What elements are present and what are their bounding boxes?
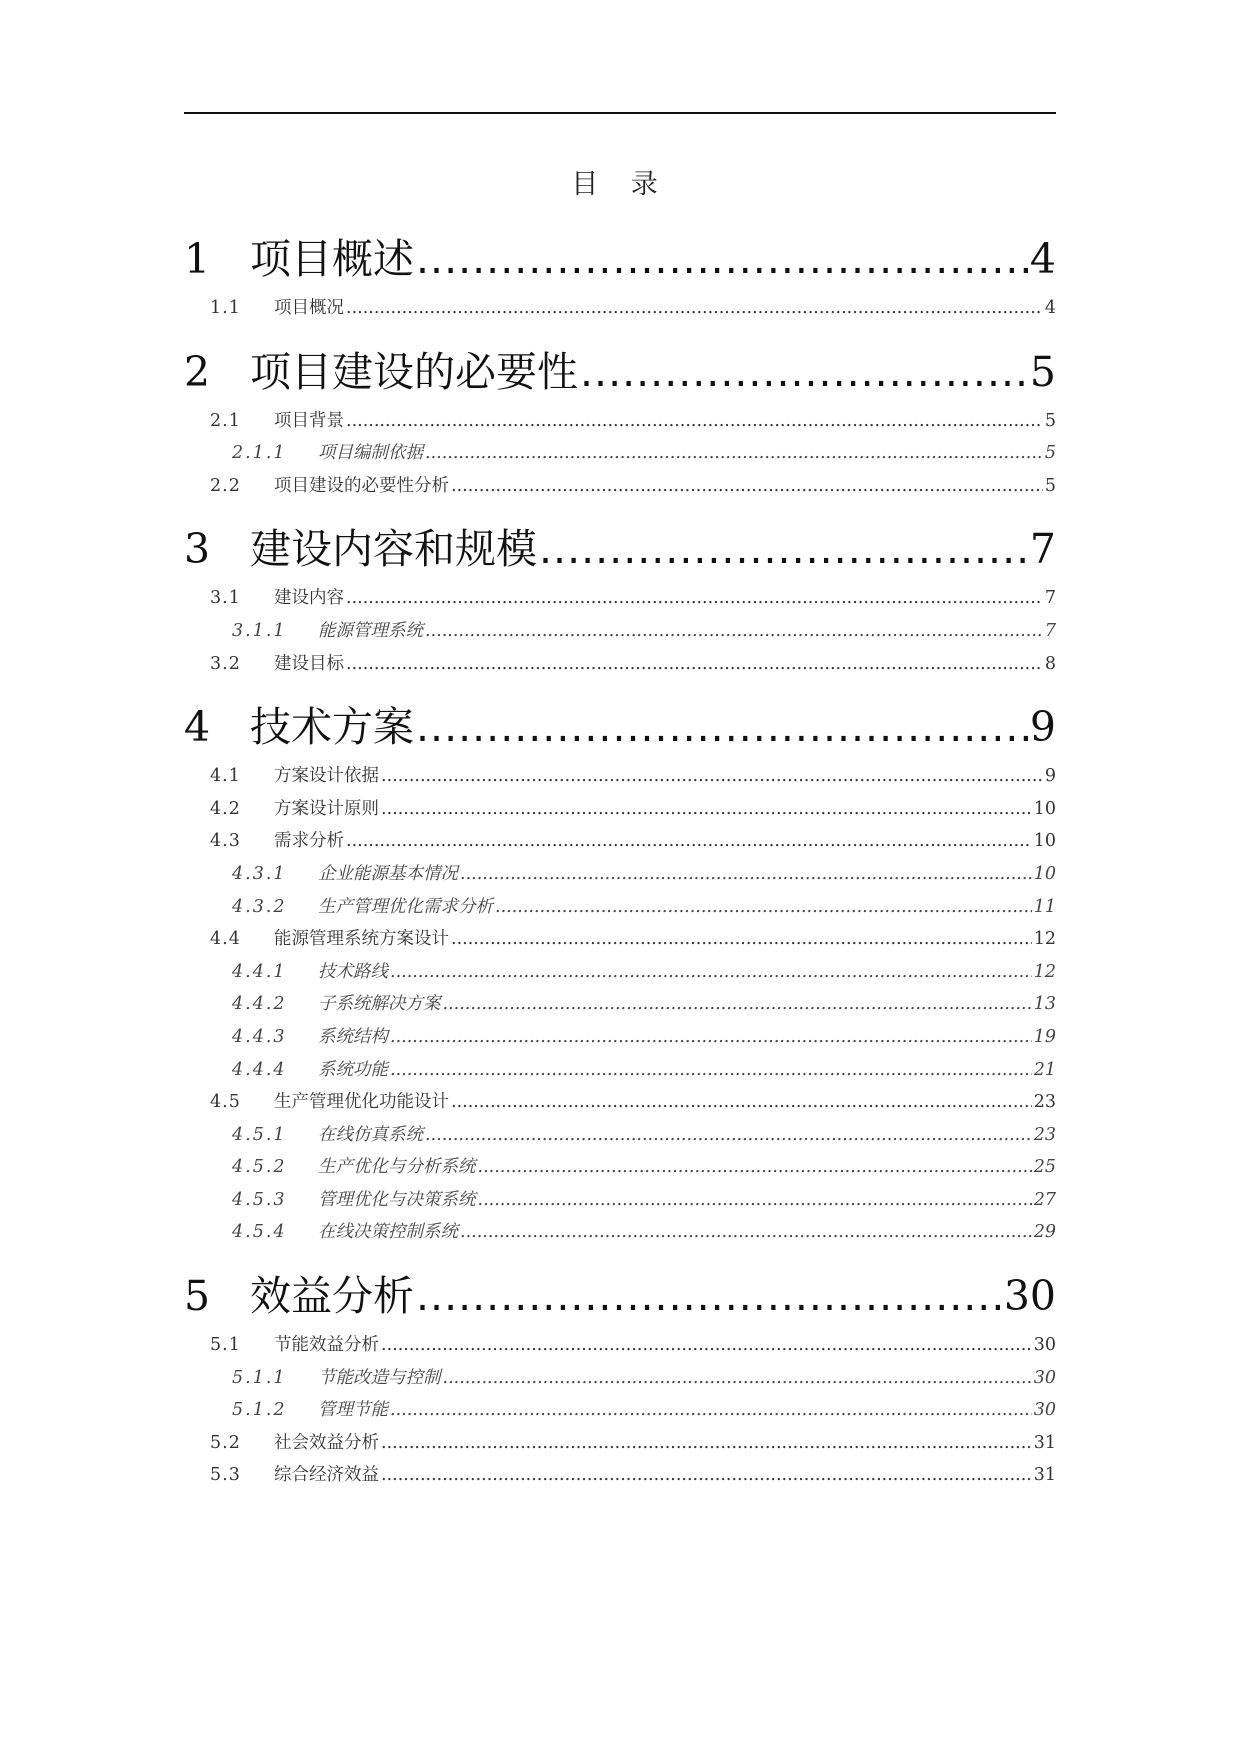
toc-entry-label: 方案设计依据 bbox=[274, 766, 379, 787]
toc-entry-level-1[interactable] bbox=[184, 694, 1056, 752]
toc-dot-leader bbox=[381, 799, 1032, 819]
toc-entry-label: 方案设计原则 bbox=[274, 798, 379, 819]
toc-entry-page-number: 10 bbox=[1033, 798, 1056, 819]
toc-dot-leader bbox=[346, 298, 1043, 318]
toc-entry-page-number: 5 bbox=[1044, 475, 1056, 496]
toc-entry-label: 节能改造与控制 bbox=[318, 1367, 441, 1388]
toc-entry-page-number: 31 bbox=[1033, 1432, 1056, 1453]
toc-entry-number: 4.5.2 bbox=[232, 1157, 287, 1178]
toc-entry-label: 社会效益分析 bbox=[274, 1432, 379, 1453]
toc-entry-page-number: 10 bbox=[1033, 831, 1056, 852]
toc-entry-page-number: 30 bbox=[1033, 1367, 1056, 1388]
toc-entry-label: 在线仿真系统 bbox=[318, 1124, 423, 1145]
toc-entry-page-number: 10 bbox=[1033, 863, 1056, 884]
toc-entry-level-3[interactable] bbox=[232, 1121, 1056, 1154]
toc-entry-number: 2.1.1 bbox=[232, 443, 287, 464]
toc-entry-level-2[interactable] bbox=[210, 1331, 1056, 1364]
toc-entry-page-number: 11 bbox=[1033, 896, 1056, 917]
toc-entry-level-3[interactable] bbox=[232, 1186, 1056, 1219]
toc-entry-label: 综合经济效益 bbox=[274, 1465, 379, 1486]
toc-entry-label: 建设目标 bbox=[274, 653, 344, 674]
toc-entry-label: 能源管理系统方案设计 bbox=[274, 929, 449, 950]
toc-dot-leader bbox=[478, 1190, 1032, 1210]
toc-entry-label: 企业能源基本情况 bbox=[318, 863, 458, 884]
toc-entry-number: 5.1.2 bbox=[232, 1400, 287, 1421]
toc-entry-page-number: 30 bbox=[1033, 1335, 1056, 1356]
toc-entry-label: 在线决策控制系统 bbox=[318, 1222, 458, 1243]
toc-entry-label: 能源管理系统 bbox=[318, 620, 423, 641]
toc-entry-page-number: 8 bbox=[1044, 653, 1056, 674]
toc-entry-number: 3 bbox=[184, 525, 211, 574]
toc-entry-level-3[interactable] bbox=[232, 1396, 1056, 1429]
toc-dot-leader bbox=[495, 897, 1032, 917]
toc-entry-label: 效益分析 bbox=[250, 1272, 414, 1321]
toc-entry-level-3[interactable] bbox=[232, 1153, 1056, 1186]
toc-dot-leader bbox=[460, 864, 1032, 884]
toc-dot-leader bbox=[381, 1433, 1032, 1453]
toc-entry-number: 5.2 bbox=[210, 1432, 241, 1453]
toc-title: 目 录 bbox=[571, 169, 670, 200]
toc-entry-label: 建设内容和规模 bbox=[250, 525, 537, 574]
toc-entry-page-number: 23 bbox=[1033, 1124, 1056, 1145]
toc-entry-number: 5.1.1 bbox=[232, 1367, 287, 1388]
toc-dot-leader bbox=[580, 348, 1028, 396]
toc-entry-level-3[interactable] bbox=[232, 1056, 1056, 1089]
toc-entry-level-3[interactable] bbox=[232, 1023, 1056, 1056]
toc-entry-page-number: 27 bbox=[1033, 1189, 1056, 1210]
toc-entry-number: 2.2 bbox=[210, 475, 241, 496]
toc-entry-level-1[interactable] bbox=[184, 516, 1056, 574]
toc-entry-number: 1 bbox=[184, 235, 211, 283]
toc-dot-leader bbox=[460, 1222, 1032, 1242]
toc-entry-label: 项目概况 bbox=[274, 298, 344, 318]
toc-entry-page-number: 13 bbox=[1033, 994, 1056, 1015]
toc-entry-page-number: 5 bbox=[1044, 443, 1056, 464]
toc-entry-label: 系统结构 bbox=[318, 1026, 388, 1047]
toc-dot-leader bbox=[346, 831, 1032, 851]
toc-dot-leader bbox=[346, 411, 1043, 431]
toc-dot-leader bbox=[478, 1157, 1032, 1177]
toc-entry-label: 子系统解决方案 bbox=[318, 994, 441, 1015]
toc-entry-level-3[interactable] bbox=[232, 1364, 1056, 1397]
toc-entry-page-number: 31 bbox=[1033, 1465, 1056, 1486]
toc-dot-leader bbox=[381, 1335, 1032, 1355]
toc-entry-number: 4.2 bbox=[210, 798, 241, 819]
toc-entry-number: 4.5 bbox=[210, 1092, 241, 1113]
toc-entry-number: 1.1 bbox=[210, 298, 241, 318]
toc-entry-number: 5.1 bbox=[210, 1335, 241, 1356]
toc-entry-page-number: 23 bbox=[1033, 1092, 1056, 1113]
toc-entry-label: 项目建设的必要性 bbox=[250, 347, 578, 396]
toc-entry-label: 生产管理优化需求分析 bbox=[318, 896, 493, 917]
toc-entry-level-2[interactable] bbox=[210, 407, 1056, 440]
toc-dot-leader bbox=[443, 994, 1032, 1014]
toc-entry-level-2[interactable] bbox=[210, 472, 1056, 505]
toc-dot-leader bbox=[390, 1060, 1032, 1080]
toc-entry-number: 4.5.4 bbox=[232, 1222, 287, 1243]
toc-entry-label: 技术路线 bbox=[318, 961, 388, 982]
toc-entry-number: 5.3 bbox=[210, 1465, 241, 1486]
toc-dot-leader bbox=[451, 476, 1043, 496]
toc-entry-level-2[interactable] bbox=[210, 1461, 1056, 1494]
toc-entry-label: 生产优化与分析系统 bbox=[318, 1157, 476, 1178]
toc-entry-page-number: 9 bbox=[1029, 703, 1056, 752]
toc-entry-level-3[interactable] bbox=[232, 439, 1056, 472]
toc-entry-page-number: 7 bbox=[1044, 588, 1056, 609]
toc-dot-leader bbox=[390, 1027, 1032, 1047]
toc-entry-page-number: 7 bbox=[1029, 525, 1056, 574]
toc-list bbox=[184, 226, 1056, 1494]
toc-entry-level-2[interactable] bbox=[210, 762, 1056, 795]
toc-entry-number: 3.1 bbox=[210, 588, 241, 609]
toc-entry-number: 4.4.3 bbox=[232, 1026, 287, 1047]
toc-entry-level-3[interactable] bbox=[232, 1218, 1056, 1251]
toc-entry-page-number: 12 bbox=[1033, 961, 1056, 982]
toc-entry-level-1[interactable] bbox=[184, 1263, 1056, 1321]
toc-entry-page-number: 7 bbox=[1044, 620, 1056, 641]
toc-entry-level-2[interactable] bbox=[210, 795, 1056, 828]
toc-entry-level-2[interactable] bbox=[210, 294, 1056, 327]
toc-entry-number: 4.3.1 bbox=[232, 863, 287, 884]
toc-entry-number: 4.3 bbox=[210, 831, 241, 852]
toc-entry-level-2[interactable] bbox=[210, 1088, 1056, 1121]
toc-entry-page-number: 4 bbox=[1044, 298, 1056, 318]
toc-entry-number: 4 bbox=[184, 703, 211, 752]
toc-dot-leader bbox=[425, 621, 1043, 641]
toc-entry-label: 生产管理优化功能设计 bbox=[274, 1092, 449, 1113]
toc-dot-leader bbox=[381, 766, 1043, 786]
toc-entry-number: 4.1 bbox=[210, 766, 241, 787]
toc-entry-level-3[interactable] bbox=[232, 990, 1056, 1023]
toc-dot-leader bbox=[390, 1400, 1032, 1420]
toc-dot-leader bbox=[416, 235, 1028, 283]
toc-entry-number: 3.2 bbox=[210, 653, 241, 674]
toc-entry-label: 项目概述 bbox=[250, 235, 414, 283]
toc-dot-leader bbox=[416, 1272, 1002, 1320]
toc-entry-page-number: 4 bbox=[1029, 235, 1056, 283]
toc-entry-label: 项目编制依据 bbox=[318, 443, 423, 464]
toc-entry-level-1[interactable] bbox=[184, 339, 1056, 396]
toc-entry-number: 4.4.2 bbox=[232, 994, 287, 1015]
toc-dot-leader bbox=[451, 929, 1032, 949]
toc-entry-level-3[interactable] bbox=[232, 893, 1056, 926]
toc-entry-level-2[interactable] bbox=[210, 925, 1056, 958]
toc-entry-level-2[interactable] bbox=[210, 584, 1056, 617]
toc-entry-level-2[interactable] bbox=[210, 827, 1056, 860]
toc-entry-page-number: 9 bbox=[1044, 766, 1056, 787]
toc-entry-number: 4.3.2 bbox=[232, 896, 287, 917]
toc-entry-number: 4.5.3 bbox=[232, 1189, 287, 1210]
toc-entry-page-number: 29 bbox=[1033, 1222, 1056, 1243]
toc-entry-label: 技术方案 bbox=[250, 703, 414, 752]
toc-entry-level-3[interactable] bbox=[232, 860, 1056, 893]
toc-entry-level-3[interactable] bbox=[232, 617, 1056, 650]
toc-entry-number: 2.1 bbox=[210, 410, 241, 431]
toc-entry-page-number: 5 bbox=[1044, 410, 1056, 431]
toc-entry-label: 项目背景 bbox=[274, 410, 344, 431]
toc-entry-label: 管理节能 bbox=[318, 1400, 388, 1421]
toc-entry-page-number: 30 bbox=[1033, 1400, 1056, 1421]
toc-entry-label: 节能效益分析 bbox=[274, 1335, 379, 1356]
toc-dot-leader bbox=[539, 525, 1028, 573]
toc-entry-number: 3.1.1 bbox=[232, 620, 287, 641]
toc-entry-number: 4.4.4 bbox=[232, 1059, 287, 1080]
toc-entry-number: 2 bbox=[184, 347, 211, 396]
toc-entry-level-3[interactable] bbox=[232, 958, 1056, 991]
toc-dot-leader bbox=[425, 443, 1043, 463]
toc-dot-leader bbox=[390, 962, 1032, 982]
toc-entry-page-number: 12 bbox=[1033, 929, 1056, 950]
toc-entry-level-2[interactable] bbox=[210, 1429, 1056, 1462]
toc-dot-leader bbox=[381, 1465, 1032, 1485]
toc-entry-page-number: 21 bbox=[1033, 1059, 1056, 1080]
toc-entry-number: 4.5.1 bbox=[232, 1124, 287, 1145]
toc-dot-leader bbox=[416, 703, 1028, 751]
toc-entry-page-number: 30 bbox=[1003, 1272, 1056, 1321]
toc-entry-level-2[interactable] bbox=[210, 650, 1056, 683]
toc-entry-page-number: 25 bbox=[1033, 1157, 1056, 1178]
toc-entry-label: 建设内容 bbox=[274, 588, 344, 609]
toc-entry-label: 项目建设的必要性分析 bbox=[274, 475, 449, 496]
toc-entry-page-number: 5 bbox=[1029, 347, 1056, 396]
toc-entry-label: 需求分析 bbox=[274, 831, 344, 852]
toc-entry-number: 5 bbox=[184, 1272, 211, 1321]
toc-entry-page-number: 19 bbox=[1033, 1026, 1056, 1047]
toc-dot-leader bbox=[451, 1092, 1032, 1112]
toc-dot-leader bbox=[346, 654, 1043, 674]
toc-dot-leader bbox=[425, 1125, 1032, 1145]
header-rule bbox=[184, 112, 1056, 114]
toc-dot-leader bbox=[346, 588, 1043, 608]
toc-entry-number: 4.4.1 bbox=[232, 961, 287, 982]
toc-dot-leader bbox=[443, 1368, 1032, 1388]
toc-entry-level-1[interactable] bbox=[184, 226, 1056, 283]
toc-entry-label: 管理优化与决策系统 bbox=[318, 1189, 476, 1210]
toc-entry-number: 4.4 bbox=[210, 929, 241, 950]
toc-entry-label: 系统功能 bbox=[318, 1059, 388, 1080]
